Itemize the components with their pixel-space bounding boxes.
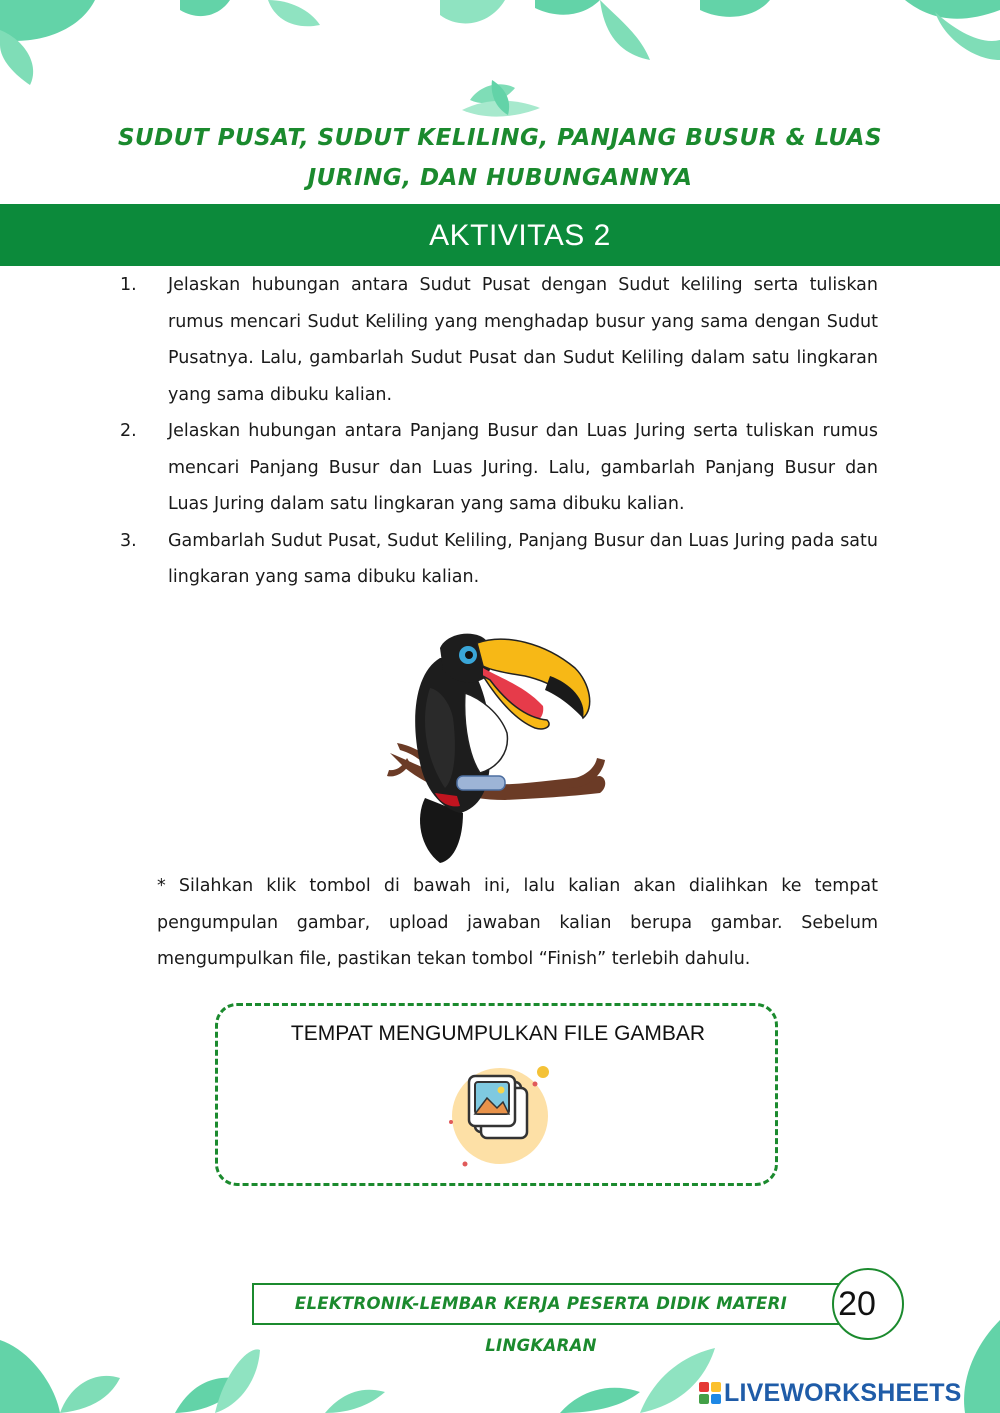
question-text: Jelaskan hubungan antara Panjang Busur dan Luas Juring serta tuliskan rumus mencari Panjang Busur dan Luas Juring. Lalu, gambarlah Panjang Busur dan Luas Juring dalam satu lingkaran yang sama dibuku kalian. xyxy=(168,421,878,514)
question-item xyxy=(120,523,878,596)
upload-instructions: * Silahkan klik tombol di bawah ini, lalu kalian akan dialihkan ke tempat pengumpulan gambar, upload jawaban kalian berupa gambar. Sebelum mengumpulkan file, pastikan tekan tombol “Finish” terlebih dahulu. xyxy=(157,876,878,969)
page-title: SUDUT PUSAT, SUDUT KELILING, PANJANG BUSUR & LUAS JURING, DAN HUBUNGANNYA xyxy=(117,125,883,191)
liveworksheets-logo-icon xyxy=(698,1381,722,1405)
page-number: 20 xyxy=(838,1285,876,1323)
question-number: 3. xyxy=(120,530,137,551)
footer-label: ELEKTRONIK-LEMBAR KERJA PESERTA DIDIK MATERI LINGKARAN xyxy=(294,1294,788,1355)
question-item xyxy=(120,413,878,523)
question-list xyxy=(120,267,878,596)
image-gallery-icon xyxy=(445,1060,557,1170)
question-item xyxy=(120,267,878,413)
question-text: Jelaskan hubungan antara Sudut Pusat dengan Sudut keliling serta tuliskan rumus mencari Sudut Keliling yang menghadap busur yang sama dengan Sudut Pusatnya. Lalu, gambarlah Sudut Pusat dan Sudut Keliling dalam satu lingkaran yang sama dibuku kalian. xyxy=(168,275,878,405)
question-text: Gambarlah Sudut Pusat, Sudut Keliling, Panjang Busur dan Luas Juring pada satu lingkaran yang sama dibuku kalian. xyxy=(168,530,878,587)
liveworksheets-logo xyxy=(698,1378,993,1408)
watermark-text: LIVEWORKSHEETS xyxy=(724,1379,962,1407)
question-number: 2. xyxy=(120,421,137,441)
activity-banner-label: AKTIVITAS 2 xyxy=(429,219,611,252)
question-number: 1. xyxy=(120,275,137,295)
upload-label: TEMPAT MENGUMPULKAN FILE GAMBAR xyxy=(290,1022,706,1045)
toucan-illustration xyxy=(385,628,615,868)
